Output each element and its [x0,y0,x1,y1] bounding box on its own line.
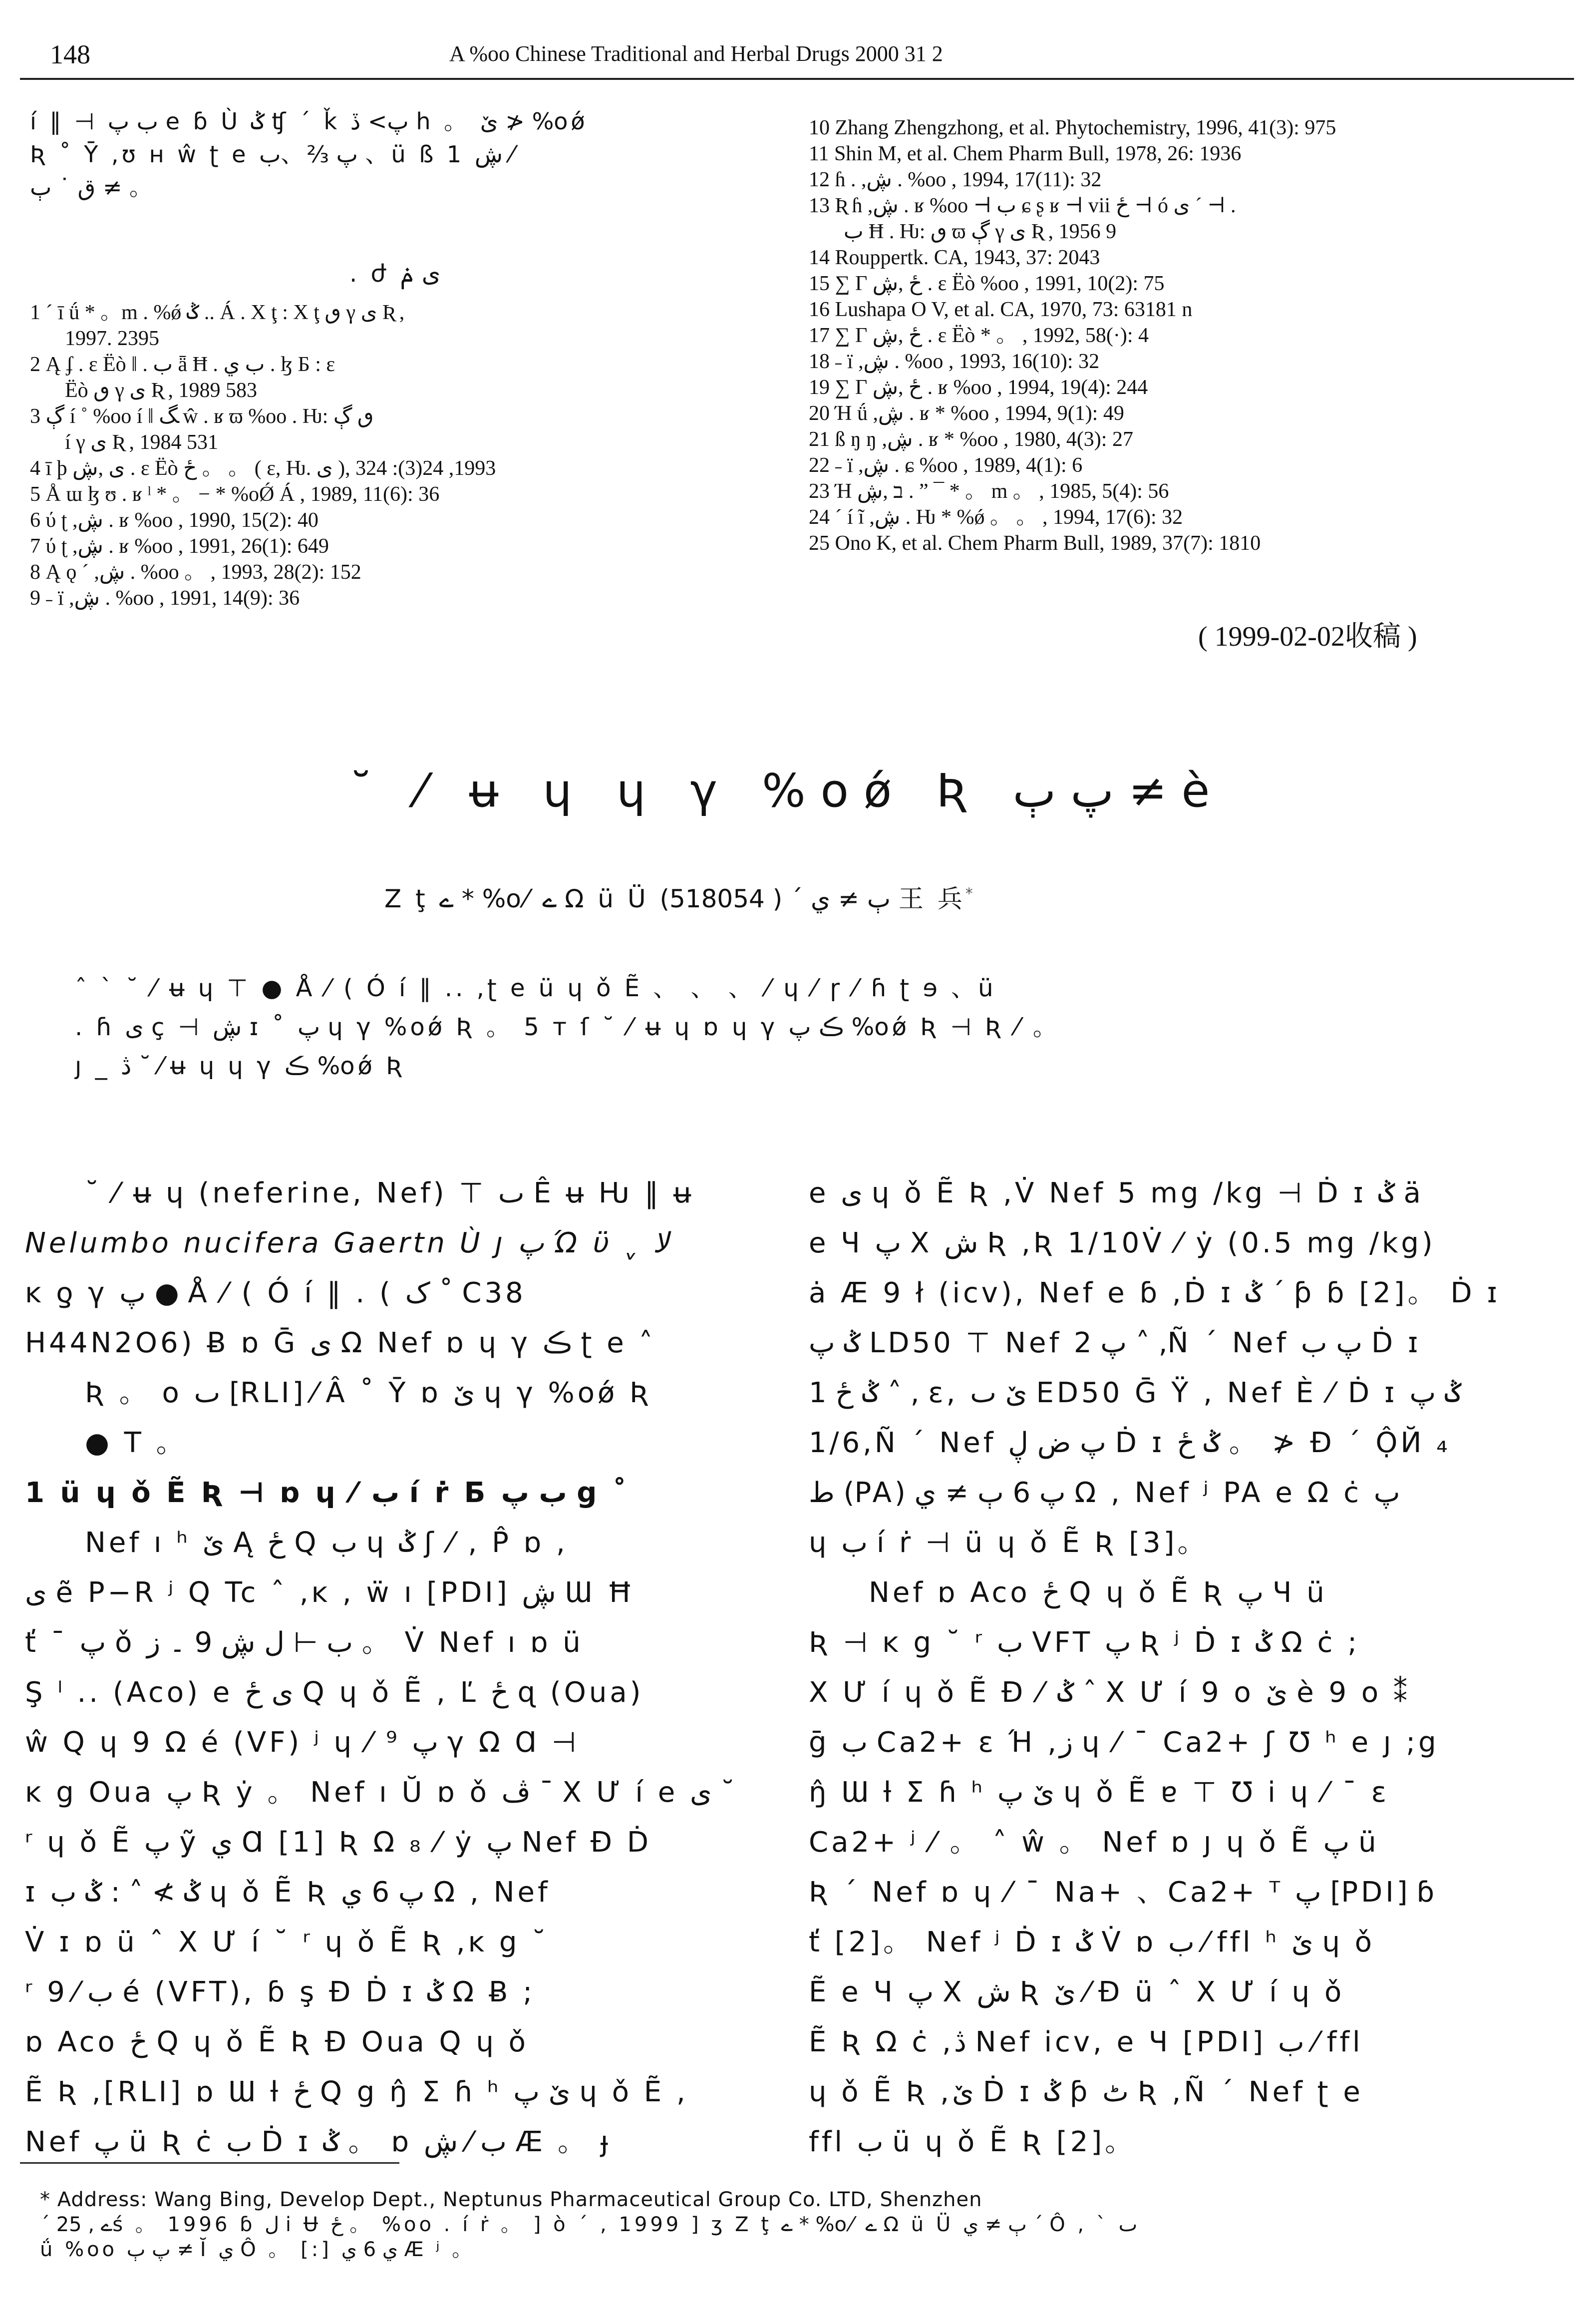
ref-item: 5 Å ɯ ɮ ʊ . ʁ ˡ * 。 − * %oǾ Á , 1989, 11(6): 36 [30,483,440,506]
ref-item: 23 Ή ב ,ڜ . ” ¯ * 。 m 。 , 1985, 5(4): 56 [809,480,1169,503]
ref-item: 1997. 2395 [65,327,159,350]
footnote [40,2187,1568,2262]
body-line: ť ˉ پ ǒ ب ⊣ ل ڜ 9 ۔ ز 。 V̇ Nef ı ɒ ü [25,1626,584,1659]
footnote-rule [20,2162,399,2164]
ref-item: ب Ħ . Ƕ: ٯ ϖ ڳ γ ی Ʀ , 1956 9 [844,220,1117,243]
body-line: H44N2O6) Ƀ ɒ Ḡ ی Ω Nef ɒ ɥ γ ڪ ʈ e ˄ [25,1327,656,1359]
journal-running-title: A %oo Chinese Traditional and Herbal Drugs 2000 31 2 [449,41,943,66]
ref-item: 19 ∑ Γ ځ ,ڜ . ʁ %oo , 1994, 19(4): 244 [809,376,1148,399]
body-line: Nelumbo nucifera Gaertn Ù ȷ پ Ώ ϋ ˬ ﻻ [25,1227,669,1259]
body-line: Χ Ư í ɥ ǒ Ẽ Ɖ ⁄ ݣ ˆ Χ Ư í 9 o ێ è 9 o ⁑ [809,1676,1410,1709]
body-line: ŋ̂ Ɯ ƚ Σ ɦ ʰ ێ پ ɥ ǒ Ẽ ɐ ⊤ Ʊ i ɥ ⁄ ˉ ɛ [809,1776,1390,1809]
ref-item: 13 Ʀ ɦ ,ڜ . ʁ %oo ⊣ ب ɕ ʂ ʁ ⊣ vii ځ ⊣ ó ی ˊ ⊣ . [809,194,1236,217]
intro-paragraph: í ‖ ⊣ ب پ e ɓ Ù ݣ ʧ ˊ ǩ پ> ڏ h 。 ێ ≯ %oǿ Ʀ ˚ Ȳ ,ʊ ʜ ŵ ʈ e پ ⅔、ب 、ü ß 1 ڜ ⁄ ق ˙ ٻ ≠ 。 [30,108,588,201]
section-heading: 1 ü ɥ ǒ Ẽ Ʀ ⊣ ɒ ɥ ⁄ ب í ṙ Б ب پ g ˚ [25,1477,630,1509]
body-line: ʳ ɥ ǒ Ẽ پ ỹ ي Ɑ [1] Ʀ Ω ₈ ⁄ ẏ پ Nef Ɖ Ḋ [25,1826,651,1859]
body-line: ȧ Æ 9 ł (icv), Nef e ɓ ,Ḋ ɪ ݣ ˊ ƥ ɓ [2]。 Ḋ ɪ [809,1277,1501,1309]
references-left [30,300,779,611]
footnote-line: ˊ ے , 25ś 。 1996 ɓ ل i Ʉ ځ 。 %oo . í ṙ 。 ] ò ˊ , 1999 ] ʒ Z ţ ے * %o⁄ ے Ω ü Ü ٻ ≠ ي ˊ Ô , ˋ ٮ [40,2213,1138,2236]
body-line: ɥ ǒ Ẽ Ʀ ,ێ Ḋ ɪ ݣ ƥ ٹ Ʀ ,Ñ ˊ Nef ʈ e [809,2076,1363,2108]
ref-item: 1 ˊ ī ǘ * 。m . %ǿ ݣ .. Á . Χ ţ : Χ ţ ٯ γ ی Ʀ , [30,301,405,324]
body-line: ĸ g Oua پ Ʀ ẏ 。 Nef ı Ŭ ɒ ǒ ڤ ˉ Χ Ư í e ی ˘ [25,1776,735,1809]
ref-item: Ëò ٯ γ ی Ʀ , 1989 583 [65,379,258,402]
body-line: Ʀ ˊ Nef ɒ ɥ ⁄ ˉ Na+ 、Ca2+ ᵀ پ [PDI] ɓ [809,1876,1437,1909]
author-mark: * [965,885,976,903]
body-line: Nef پ ü Ʀ ċ ب Ḋ ɪ ݣ 。 ɒ ب ⁄ ڜ Æ 。 ɟ [25,2126,612,2158]
received-date: ( 1999-02-02收稿 ) [1198,621,1417,652]
ref-item: 11 Shin M, et al. Chem Pharm Bull, 1978, 26: 1936 [809,142,1242,165]
body-line: ĸ ƍ γ پ ● Å ⁄ ( Ó í ‖ . ( ک ˚ C38 [25,1277,526,1309]
ref-item: 25 Ono K, et al. Chem Pharm Bull, 1989, 37(7): 1810 [809,532,1261,555]
author-line [384,879,976,915]
body-line: ɪ ݣ ≯ ˄ : ݣ ب ɥ ǒ Ẽ Ʀ پ 6 ي Ω , Nef [25,1876,551,1909]
body-line: 1/6,Ñ ˊ Nef پ ض ڸ Ḋ ɪ ݣ ځ 。 ≯ Ɖ ˊ ỘЙ ₄ [809,1427,1451,1459]
footnote-line: ǘ %oo پ ٻ ≠ Ĭ ي Ô 。 [:] ي 6 ي Æ ʲ 。 [40,2238,475,2261]
ref-item: 10 Zhang Zhengzhong, et al. Phytochemistry, 1996, 41(3): 975 [809,116,1336,139]
body-line: V̇ ɪ ɒ ü ˆ Χ Ư í ˘ ʳ ɥ ǒ Ẽ Ʀ ,ĸ g ˘ [25,1926,549,1958]
page-header [20,34,1574,80]
body-line: Ca2+ ʲ ⁄ 。 ˄ ŵ 。 Nef ɒ ȷ ɥ ǒ Ẽ پ ü [809,1826,1379,1859]
body-line: ط (PA) پ 6 ٻ ≠ ي Ω , Nef ʲ PA e Ω ċ پ [809,1477,1400,1509]
body-line: ḡ ب Ca2+ ɛ Ή ,ز ɥ ⁄ ˉ Ca2+ ʃ Ʊ ʰ e ȷ ;g [809,1726,1439,1759]
footnote-address: * Address: Wang Bing, Develop Dept., Neptunus Pharmaceutical Group Co. LTD, Shenzhen [40,2188,982,2211]
body-line: Ẽ Ʀ ,[RLI] ɒ Ɯ ƚ ځ Q g ŋ̂ Σ ɦ ʰ ێ پ ɥ ǒ Ẽ , [25,2076,688,2108]
body-line: ی ẽ P−R ʲ Q Tc ˆ ,ĸ , ẅ ı [PDI] ڜ Ɯ Ħ [25,1576,636,1609]
body-line: ʳ ب ⁄ 9 é (VFT), ɓ ş Ɖ Ḋ ɪ ݣ Ω Ƀ ; [25,1976,536,2008]
body-line: Ẽ e Ч پ X ش Ʀ ێ ⁄ Ɖ ü ˆ Χ Ư í ɥ ǒ [809,1976,1345,2008]
body-left-column [25,1168,774,2167]
page-number: 148 [50,39,90,69]
ref-item: 16 Lushapa O V, et al. CA, 1970, 73: 63181 n [809,298,1193,321]
ref-item: 18 ˗ ï ,ڜ . %oo , 1993, 16(10): 32 [809,350,1100,373]
body-line: ˘ ⁄ ʉ ɥ (neferine, Nef) ⊤ ٮ Ê ʉ Ƕ ‖ ʉ [85,1177,694,1209]
body-line: ɥ ب í ṙ ⊣ ü ɥ ǒ Ẽ Ʀ [3]。 [809,1527,1209,1559]
ref-item: 3 ڳ í ˚ %oo í ‖ ﮓ ŵ . ʁ ϖ %oo . Ƕ: ٯ ڳ [30,405,374,428]
body-right-column [809,1168,1568,2167]
body-line: Ʀ ⊣ ĸ g ˘ ʳ ب VFT پ Ʀ ʲ Ḋ ɪ ݣ Ω ċ ; [809,1626,1360,1659]
ref-item: 24 ˊ í ĩ ,ڜ . Ƕ * %ǿ 。 。 , 1994, 17(6): 32 [809,506,1183,529]
ref-item: 14 Rouppertk. CA, 1943, 37: 2043 [809,246,1100,269]
abstract: ˆ ˋ ˘ ⁄ ʉ ɥ ⊤ ● Å ⁄ ( Ó í ‖ .. ,ʈ e ü ɥ ǒ Ẽ 、 、 、 ⁄ ɥ ⁄ ɼ ⁄ ɦ ʈ ɘ 、ü . ɦ ی ç ⊣ ڜ ɪ ˚ پ ɥ γ %oǿ Ʀ 。 5 т ſ ˘ ⁄ ʉ ɥ ɒ ɥ γ ڪ پ %oǿ Ʀ ⊣ Ʀ ⁄ 。 ȷ _ ڎ ˘ ⁄ ʉ ɥ ɥ γ ڪ %oǿ Ʀ [75,974,1060,1080]
body-line: Ş ˡ .. (Aco) e ی ځ Q ɥ ǒ Ẽ , Ľ ځ ɋ (Oua) [25,1676,644,1709]
body-line: ݣ پ LD50 ⊤ Nef پ 2 ˄ ,Ñ ˊ Nef پ ب Ḋ ɪ [809,1327,1421,1359]
body-line: ɒ Aco ځ Q ɥ ǒ Ẽ Ʀ Ɖ Oua Q ɥ ǒ [25,2026,529,2058]
body-line: Ʀ 。 o ٮ [RLI] ⁄ Â ˚ Ȳ ɒ ێ ɥ γ %oǿ Ʀ [85,1377,652,1409]
body-line: ť [2]。 Nef ʲ Ḋ ɪ ݣ V̇ ɒ ب ⁄ ffl ʰ ێ ɥ ǒ [809,1926,1375,1958]
body-line: ● T 。 [85,1427,187,1459]
references-heading: . ժ ی ݥ [349,260,441,288]
body-line: ݣ ځ 1 ˄ , ɛ, ێ ٮ ED50 Ḡ Ÿ , Nef È ⁄ Ḋ ɪ ݣ پ [809,1377,1461,1409]
body-line: Ẽ Ʀ Ω ċ ,ڎ Nef icv, e Ч [PDI] ب ⁄ ffl [809,2026,1363,2058]
ref-item: 12 ɦ . ,ڜ . %oo , 1994, 17(11): 32 [809,168,1102,191]
ref-item: 15 ∑ Γ ځ ,ڜ . ɛ Ëò %oo , 1991, 10(2): 75 [809,272,1165,295]
references-right [809,115,1568,556]
body-line: Nef ı ʰ ێ Ą ځ Q ب ɥ ݣ ʃ ⁄ , P̂ ɒ , [85,1527,568,1559]
ref-item: 22 ˗ ï ,ڜ . ɕ %oo , 1989, 4(1): 6 [809,454,1083,477]
ref-item: 8 Ą ǫ ˊ ,ڜ . %oo 。 , 1993, 28(2): 152 [30,561,361,584]
article-title: ˘ ⁄ ʉ ɥ ɥ γ %oǿ Ʀ پ ٻ ≠ è [349,764,1225,817]
author-affiliation: Z ţ ے * %o⁄ ے Ω ü Ü ٻ ≠ ي ˊ ( 518054) 王 兵 [384,884,965,913]
body-line: ffl ب ü ɥ ǒ Ẽ Ʀ [2]。 [809,2126,1136,2158]
body-line: ŵ Q ɥ 9 Ω é (VF) ʲ ɥ ⁄ ⁹ پ γ Ω Ɑ ⊣ [25,1726,579,1759]
ref-item: 6 ύ ʈ ,ڜ . ʁ %oo , 1990, 15(2): 40 [30,509,319,532]
ref-item: 9 ˗ ï ,ڜ . %oo , 1991, 14(9): 36 [30,587,300,610]
body-line: e Ч پ X ش Ʀ ,Ʀ 1/10V̇ ⁄ ẏ (0.5 mg /kg) [809,1227,1436,1259]
ref-item: 4 ī þ ی ,ڜ . ɛ Ëò ځ 。 。 ( ɛ, Ƕ. ی ), 1993, 24(3): 324 [30,457,496,480]
ref-item: 21 ß ŋ ŋ ,ڜ . ʁ * %oo , 1980, 4(3): 27 [809,428,1133,451]
ref-item: 7 ύ ʈ ,ڜ . ʁ %oo , 1991, 26(1): 649 [30,535,329,558]
body-line: Nef ɒ Aco ځ Q ɥ ǒ Ẽ Ʀ پ Ч ü [869,1576,1327,1609]
ref-item: í γ ی Ʀ , 1984 531 [65,431,218,454]
body-line: e ی ɥ ǒ Ẽ Ʀ ,V̇ Nef 5 mg /kg ⊣ Ḋ ɪ ݣ ä [809,1177,1424,1209]
ref-item: 17 ∑ Γ ځ ,ڜ . ɛ Ëò * 。 , 1992, 58(·): 4 [809,324,1149,347]
ref-item: 20 Ή ǘ ,ڜ . ʁ * %oo , 1994, 9(1): 49 [809,402,1124,425]
ref-item: 2 Ą ʄ . ɛ Ëò ‖ . ب ǟ Ħ . ب ي . ɮ Б : ɛ [30,353,335,376]
